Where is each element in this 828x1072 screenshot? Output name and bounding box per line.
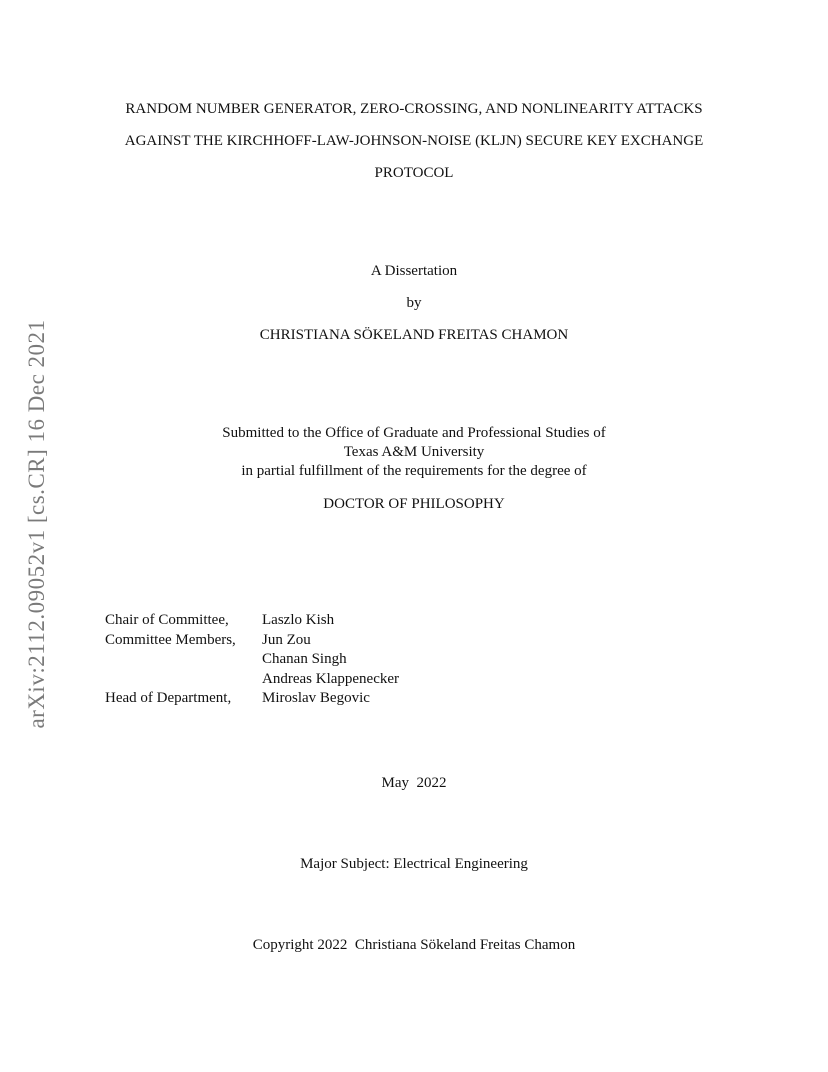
submission-line-3: in partial fulfillment of the requirements for the degree of — [241, 463, 587, 479]
major-subject: Major Subject: Electrical Engineering — [300, 856, 528, 872]
committee-row-chair — [105, 611, 399, 631]
author-name: CHRISTIANA SÖKELAND FREITAS CHAMON — [259, 327, 569, 343]
copyright-notice: Copyright 2022 Christiana Sökeland Freitas Chamon — [252, 937, 576, 953]
committee-role: Committee Members, — [105, 631, 236, 648]
title-line-1: RANDOM NUMBER GENERATOR, ZERO-CROSSING, AND NONLINEARITY ATTACKS — [125, 101, 703, 117]
document-type: A Dissertation — [370, 263, 458, 279]
committee-member-name: Andreas Klappenecker — [262, 670, 400, 687]
committee-member-name: Miroslav Begovic — [262, 690, 370, 706]
committee-member-name: Jun Zou — [262, 631, 311, 648]
committee-role — [105, 650, 262, 670]
committee-row-member-1 — [105, 631, 399, 651]
by-line: by — [406, 295, 422, 311]
committee-role: Chair of Committee, — [105, 612, 229, 628]
committee-row-head — [105, 689, 399, 709]
committee-role — [105, 670, 262, 690]
submission-line-2: Texas A&M University — [343, 444, 485, 460]
title-line-3: PROTOCOL — [374, 165, 454, 181]
committee-list — [105, 611, 399, 709]
arxiv-stamp: arXiv:2112.09052v1 [cs.CR] 16 Dec 2021 — [24, 319, 49, 729]
submission-line-1: Submitted to the Office of Graduate and Professional Studies of — [222, 425, 606, 441]
committee-row-member-2 — [105, 650, 399, 670]
committee-row-member-3 — [105, 670, 399, 690]
title-line-2: AGAINST THE KIRCHHOFF-LAW-JOHNSON-NOISE (KLJN) SECURE KEY EXCHANGE — [124, 133, 704, 149]
committee-member-name: Chanan Singh — [262, 651, 347, 667]
degree-name: DOCTOR OF PHILOSOPHY — [323, 496, 505, 512]
committee-member-name: Laszlo Kish — [262, 612, 335, 628]
graduation-date: May 2022 — [381, 775, 447, 791]
committee-role: Head of Department, — [105, 690, 232, 706]
